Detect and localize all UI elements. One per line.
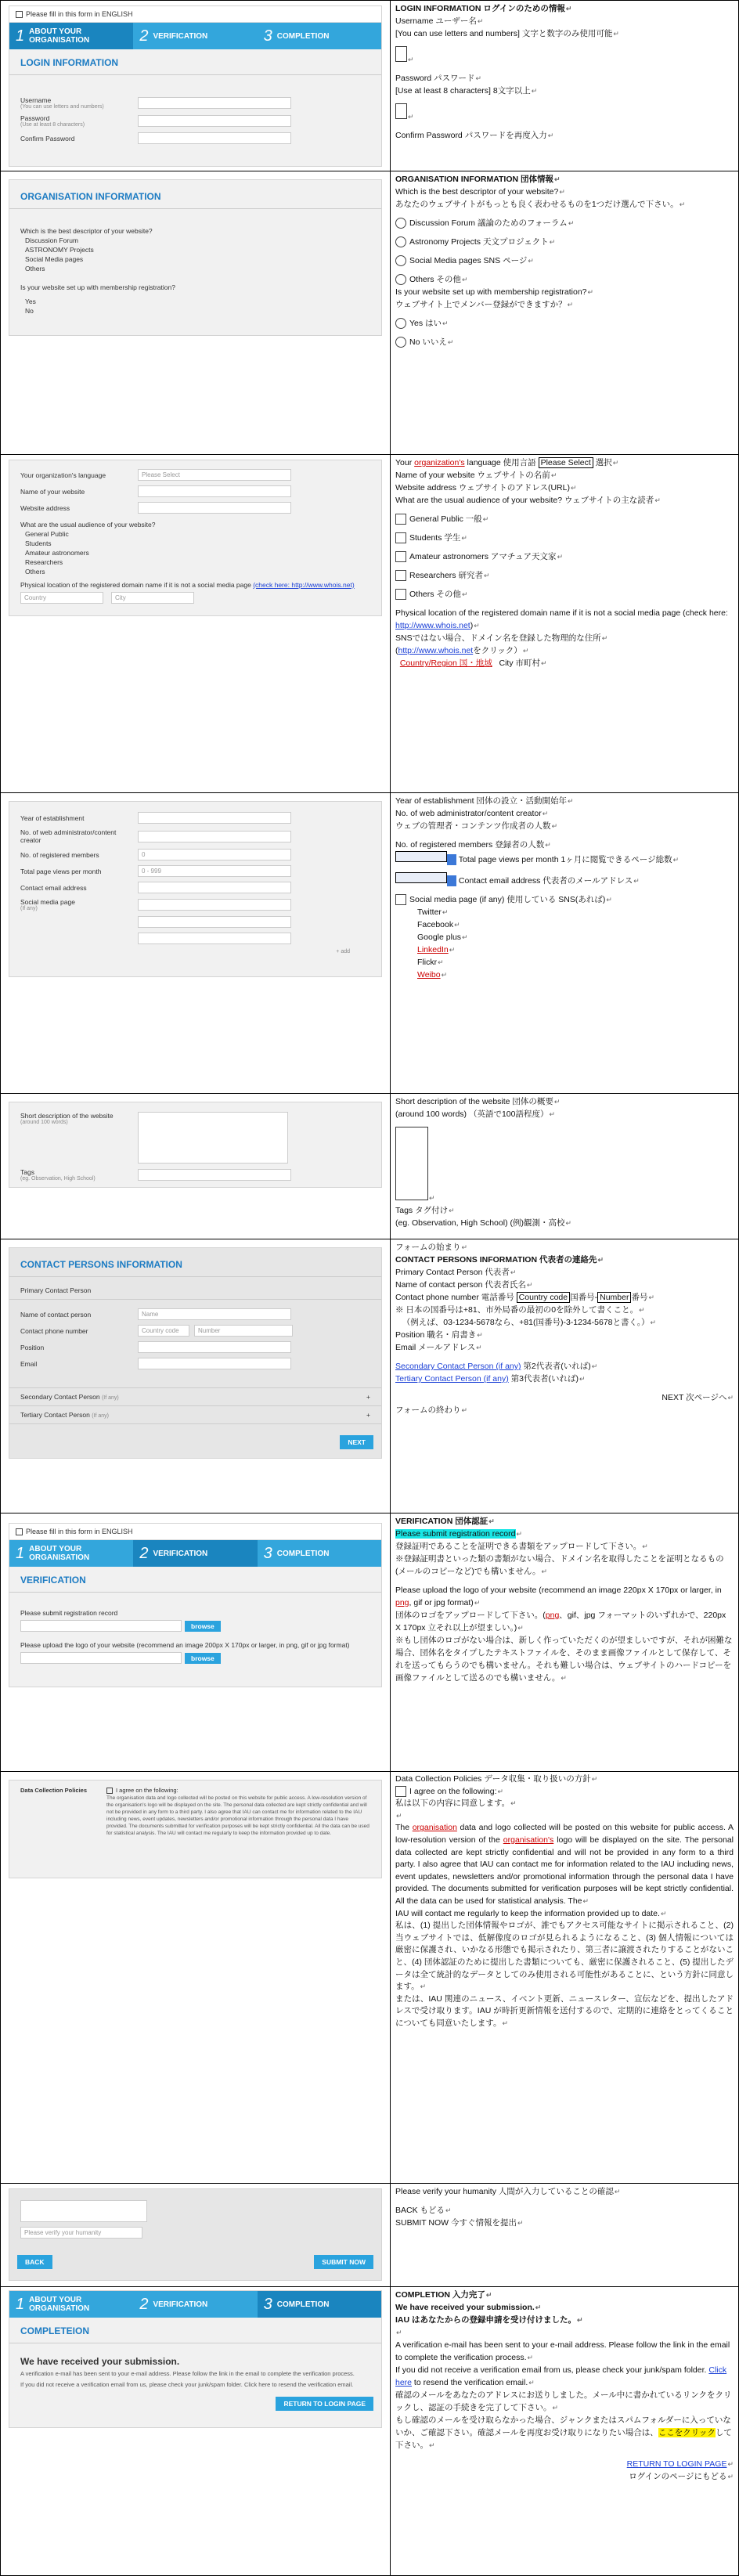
membership-question: Is your website set up with membership registration? — [20, 283, 175, 291]
social-input[interactable] — [138, 916, 291, 928]
org-title: ORGANISATION INFORMATION — [9, 180, 381, 209]
step-1 — [9, 23, 133, 49]
aud-others: Others その他↵ — [395, 588, 734, 601]
position-input[interactable] — [138, 1341, 291, 1353]
email-text: Contact email address 代表者のメールアドレス↵ — [395, 872, 734, 887]
phone-text: Contact phone number 電話番号 Country code 国番号- Number 番号↵ — [395, 1293, 655, 1302]
translation-human: Please verify your humanity 人間が入力していることの確認↵ BACK もどる↵ SUBMIT NOW 今すぐ情報を提出↵ — [395, 2187, 621, 2228]
dropdown-icon — [447, 875, 456, 886]
tags-label: Tags — [20, 1168, 34, 1176]
screenshot-website-cell — [1, 455, 391, 792]
social-text: Social media page (if any) 使用している SNS(あれば)↵ — [395, 893, 734, 906]
contact-name-input[interactable]: Name — [138, 1308, 291, 1320]
contact-email-label: Email — [20, 1359, 38, 1368]
step-2: 2 VERIFICATION — [139, 2295, 208, 2313]
city-text: City 市町村 — [499, 658, 540, 668]
agree-text: I agree on the following:↵ — [395, 1786, 734, 1799]
password-label: Password — [20, 114, 50, 122]
step-label: COMPLETION — [276, 31, 330, 41]
login-title: LOGIN INFORMATION — [9, 49, 381, 75]
received-p2: If you did not receive a verification email from us, please check your junk/spam folder. Click here to resend the verification email. — [20, 2381, 354, 2388]
checkbox-icon — [16, 1528, 23, 1535]
phone-number-input[interactable]: Number — [194, 1325, 293, 1337]
browse-button[interactable]: browse — [185, 1621, 221, 1632]
verif-logo-label: Please upload the logo of your website (recommend an image 200px X 170px or larger, in png, gif or jpg format) — [20, 1641, 350, 1649]
country-text: Country/Region 国・地域 — [399, 658, 492, 668]
members-select[interactable]: 0 — [138, 849, 291, 860]
highlighted-click-here[interactable]: ここをクリック — [658, 2428, 716, 2437]
steps-bar — [9, 2291, 381, 2318]
row-humanity — [1, 2184, 738, 2287]
tags-row — [9, 1164, 381, 1184]
desc-textarea[interactable] — [138, 1112, 288, 1164]
step-2: 2 VERIFICATION — [133, 1540, 257, 1567]
login-heading: LOGIN INFORMATION ログインのための情報↵ — [395, 4, 572, 13]
translation-complete: COMPLETION 入力完了↵ We have received your submission.↵ IAU はあなたからの登録申請を受け付けました。↵ ↵ A verification e-mail has been sent to your e-mail address. Please follow the link in the email to complete the verification process.↵ If you did not receive a verification email from us, please check your junk/spam folder. Click here to resend the verification email.↵ 確認のメールをあなたのアドレスにお送りしました。メール中に書かれているリンクをクリックし、認証の手続きを完了して下さい。↵ もし確認のメールを受け取らなかった場合、ジャンクまたはスパムフォルダーに入っていないか、ご確認下さい。確認メールを再度お受け取りになりたい場合は、ここをクリックして下さい。↵ RETURN TO LOGIN PAGE↵ ログインのページにもどる↵ — [395, 2290, 734, 2481]
site-addr-label: Website address — [20, 503, 70, 512]
screenshot-complete — [9, 2290, 382, 2428]
row-verification — [1, 1513, 738, 1772]
sns-facebook: Facebook↵ — [417, 920, 460, 929]
screenshot-stats — [9, 801, 382, 977]
social-input[interactable] — [138, 933, 291, 944]
captcha-box[interactable] — [20, 2200, 147, 2222]
membership-no-text: No いいえ↵ — [395, 336, 734, 348]
physical-text: Physical location of the registered domain name if it is not a social media page (check here: http://www.whois.net)↵ — [395, 608, 728, 630]
checkbox-icon — [395, 894, 406, 905]
username-input[interactable] — [138, 97, 291, 109]
email-label: Contact email address — [20, 883, 87, 892]
views-select[interactable]: 0 - 999 — [138, 865, 291, 877]
add-social-button[interactable]: + add — [336, 949, 350, 954]
humanity-input[interactable]: Please verify your humanity — [20, 2227, 142, 2239]
contact-phone-label: Contact phone number — [20, 1326, 88, 1335]
policy-agree[interactable]: I agree on the following: — [106, 1787, 370, 1795]
radio-icon — [395, 274, 406, 285]
username-text: Username ユーザー名↵ — [395, 16, 484, 26]
membership-no[interactable]: No — [25, 307, 34, 315]
checkbox-icon — [395, 532, 406, 543]
views-text: Total page views per month 1ヶ月に閲覧できるページ総数↵ — [395, 851, 734, 866]
screenshot-contact-cell — [1, 1239, 391, 1513]
aud-researchers: Researchers 研究者↵ — [395, 569, 734, 582]
password-box — [395, 103, 407, 119]
step-3 — [258, 23, 381, 49]
screenshot-login — [9, 5, 382, 167]
step-number: 2 — [139, 27, 149, 45]
language-bar: Please fill in this form in ENGLISH — [9, 1524, 381, 1540]
aud-general: General Public 一般↵ — [395, 513, 734, 525]
social-row — [9, 896, 381, 914]
org-option[interactable]: Others — [25, 265, 45, 272]
email-select-box — [395, 872, 447, 883]
translation-verif: VERIFICATION 団体認証↵ Please submit registration record↵ 登録証明であることを証明できる書類をアップロードして下さい。↵ ※登録証明書といった類の書類がない場合、ドメイン名を取得したことを証明となるもの(メールのコピーなど)でも構いません。↵ Please upload the logo of your website (recommend an image 220px X 170px or larger, in png, gif or jpg format)↵ 団体のロゴをアップロードして下さい。(png、gif、jpg フォーマットのいずれかで、220px X 170px 立それ以上が望ましい。)↵ ※もし団体のロゴがない場合は、新しく作っていただくのが望ましいですが、それが困難な場合、団体名をタイプしたテキストファイルを、そのまま画像ファイルとして保存して、それを送ってもらうのでも構いません。それも難しい場合は、ウェブサイトのハードコピーを画像ファイルとして送るのでも構いません。↵ — [395, 1517, 733, 1683]
site-name-row — [9, 483, 381, 500]
screenshot-policy — [9, 1780, 382, 1878]
return-login-link[interactable]: RETURN TO LOGIN PAGE — [626, 2459, 727, 2469]
highlighted-submit: Please submit registration record — [395, 1529, 516, 1539]
tags-input[interactable] — [138, 1169, 291, 1181]
password-row — [9, 112, 381, 130]
screenshot-website — [9, 460, 382, 616]
checkbox-icon — [395, 1786, 406, 1797]
screenshot-human — [9, 2188, 382, 2281]
row-contact — [1, 1239, 738, 1513]
lang-row — [9, 467, 381, 483]
language-bar — [9, 6, 381, 23]
audience-option[interactable]: Researchers — [25, 558, 63, 566]
checkbox-icon — [395, 570, 406, 581]
step-1: 1 ABOUT YOUR ORGANISATION — [16, 1544, 90, 1562]
policy-text: The organisation data and logo collected will be posted on this website for public access. A low-resolution version of the organisation's logo will be displayed on the site. The personal data collected are kept strictly confidential and will not be provided in any form to a third party. I also agree that IAU can contact me for information related to the IAU including news, event updates, newsletters and/or promotional information through the personal data I have provided. The documents submitted for verification purposes will be kept strictly confidential. All the data can be used for statistical analysis. The IAU will contact me regularly to keep the information provided up to date. — [106, 1795, 370, 1836]
submit-now-button[interactable]: SUBMIT NOW — [314, 2255, 373, 2269]
year-row — [9, 810, 381, 826]
org-heading: ORGANISATION INFORMATION 団体情報↵ — [395, 175, 561, 184]
row-description — [1, 1094, 738, 1239]
translation-contact: フォームの始まり↵ CONTACT PERSONS INFORMATION 代表者の連絡先↵ Primary Contact Person 代表者↵ Name of contact person 代表者氏名↵ Contact phone number 電話番号 Country code 国番号- Number 番号↵ ※ 日本の国番号は+81、市外局番の最初の0を除外して書くこと。↵ （例えば、03-1234-5678なら、+81(国番号)-3-1234-5678と書く。）↵ Position 職名・肩書き↵ Email メールアドレス↵ Secondary Contact Person (if any) 第2代表者(いれば)↵ Tertiary Contact Person (if any) 第3代表者(いれば)↵ NEXT 次ページへ↵ フォームの終わり↵ — [395, 1243, 734, 1415]
step-1: 1 ABOUT YOUR ORGANISATION — [16, 2295, 90, 2313]
logo-file-input[interactable] — [20, 1652, 182, 1664]
resend-link[interactable]: Click here — [395, 2365, 727, 2387]
country-select[interactable]: Country — [20, 592, 103, 604]
steps-bar — [9, 23, 381, 49]
org-opt-forum: Discussion Forum 議論のためのフォーラム↵ — [395, 217, 734, 229]
screenshot-desc — [9, 1102, 382, 1188]
checkbox-icon — [106, 1788, 113, 1794]
screenshot-policy-cell — [1, 1772, 391, 2183]
social-input[interactable] — [138, 899, 291, 911]
social-hint: (If any) — [20, 906, 38, 911]
org-option[interactable]: Social Media pages — [25, 255, 84, 263]
verif-submit-label: Please submit registration record — [20, 1609, 118, 1617]
checkbox-icon — [395, 589, 406, 600]
year-input[interactable] — [138, 812, 291, 824]
screenshot-login-cell — [1, 1, 391, 171]
site-addr-row — [9, 500, 381, 516]
username-row — [9, 94, 381, 112]
username-hint: (You can use letters and numbers) — [20, 104, 104, 110]
translation-org: ORGANISATION INFORMATION 団体情報↵ Which is the best descriptor of your website?↵ あなたのウェブサイトがもっとも良く表わせるものを1つだけ選んで下さい。↵ Discussion Forum 議論のためのフォーラム↵ Astronomy Projects 天文プロジェクト↵ Social Media pages SNS ページ↵ Others その他↵ Is your website set up with membership registration?↵ ウェブサイト上でメンバー登録ができますか？↵ Yes はい↵ No いいえ↵ — [391, 171, 738, 454]
desc-label: Short description of the website — [20, 1112, 114, 1120]
city-input[interactable]: City — [111, 592, 194, 604]
site-addr-input[interactable] — [138, 502, 291, 514]
back-button[interactable]: BACK — [17, 2255, 52, 2269]
translation-desc: Short description of the website 団体の概要↵ (around 100 words) （英語で100語程度）↵ ↵ Tags タグ付け↵ (eg. Observation, High School) (例)観測・高校↵ — [395, 1097, 572, 1228]
screenshot-desc-cell — [1, 1094, 391, 1239]
screenshot-complete-cell — [1, 2287, 391, 2575]
radio-icon — [395, 318, 406, 329]
country-code-input[interactable]: Country code — [138, 1325, 189, 1337]
checkbox-icon — [16, 11, 23, 18]
audience-option[interactable]: Amateur astronomers — [25, 549, 89, 557]
audience-option[interactable]: Others — [25, 568, 45, 575]
year-label: Year of establishment — [20, 814, 85, 822]
next-button[interactable]: NEXT — [340, 1435, 373, 1449]
translation-login: LOGIN INFORMATION ログインのための情報↵ Username ユーザー名↵ [You can use letters and numbers] 文字と数字のみ使用可能↵ ↵ Password パスワード↵ [Use at least 8 characters] 8文字以上↵ ↵ Confirm Password パスワードを再度入力↵ — [391, 1, 738, 171]
step-3: 3 COMPLETION — [258, 2291, 381, 2318]
password-hint: (Use at least 8 characters) — [20, 122, 85, 128]
username-box — [395, 46, 407, 62]
language-bar-text: Please fill in this form in ENGLISH — [26, 10, 133, 18]
sns-flickr: Flickr↵ — [417, 958, 444, 967]
screenshot-verif — [9, 1523, 382, 1687]
contact-position-row — [9, 1339, 381, 1355]
social-label: Social media page — [20, 898, 75, 906]
lang-label: Your organization's language — [20, 471, 106, 479]
tags-hint: (eg. Observation, High School) — [20, 1176, 96, 1182]
members-row — [9, 846, 381, 863]
tertiary-contact-link[interactable]: Tertiary Contact Person (if any) — [395, 1374, 509, 1384]
position-label: Position — [20, 1343, 45, 1351]
admin-label: No. of web administrator/content creator — [20, 828, 117, 844]
received-heading: We have received your submission. — [20, 2356, 180, 2367]
verif-title: VERIFICATION — [9, 1567, 381, 1593]
desc-hint: (around 100 words) — [20, 1120, 68, 1125]
org-opt-social: Social Media pages SNS ページ↵ — [395, 254, 734, 267]
row-data-policy — [1, 1772, 738, 2184]
lang-select[interactable]: Please Select — [138, 469, 291, 481]
org-option[interactable]: ASTRONOMY Projects — [25, 246, 94, 254]
row-website — [1, 455, 738, 793]
next-text: NEXT 次ページへ↵ — [661, 1393, 734, 1402]
whois-link[interactable]: (check here: http://www.whois.net) — [253, 581, 355, 589]
tertiary-contact-toggle[interactable]: Tertiary Contact Person (If any) + — [9, 1405, 381, 1424]
secondary-contact-link[interactable]: Secondary Contact Person (if any) — [395, 1362, 521, 1371]
password-text: Password パスワード↵ — [395, 74, 482, 83]
lang-text: Your organization's language 使用言語 Please Select 選択↵ — [395, 458, 619, 467]
password-hint-text: [Use at least 8 characters] 8文字以上↵ — [395, 86, 538, 96]
step-2 — [133, 23, 257, 49]
aud-amateur: Amateur astronomers アマチュア天文家↵ — [395, 550, 734, 563]
site-name-label: Name of your website — [20, 487, 85, 496]
audience-option[interactable]: Students — [25, 539, 52, 547]
confirm-row — [9, 130, 381, 146]
checkbox-icon — [395, 551, 406, 562]
contact-name-label: Name of contact person — [20, 1310, 92, 1319]
steps-bar — [9, 1540, 381, 1567]
audience-question: What are the usual audience of your website? — [20, 521, 156, 529]
confirm-text: Confirm Password パスワードを再度入力↵ — [395, 131, 554, 140]
lang-select-box: Please Select — [539, 457, 593, 468]
row-login — [1, 1, 738, 171]
screenshot-contact — [9, 1247, 382, 1459]
number-box: Number — [597, 1292, 631, 1303]
org-option[interactable]: Discussion Forum — [25, 236, 79, 244]
contact-title: CONTACT PERSONS INFORMATION — [9, 1248, 381, 1277]
radio-icon — [395, 236, 406, 247]
org-opt-others: Others その他↵ — [395, 273, 734, 286]
radio-icon — [395, 218, 406, 229]
contact-name-row — [9, 1306, 381, 1322]
step-number: 3 — [263, 27, 272, 45]
members-label: No. of registered members — [20, 850, 99, 859]
confirm-input[interactable] — [138, 132, 291, 144]
email-row — [9, 879, 381, 896]
contact-email-row — [9, 1355, 381, 1372]
return-login-button[interactable]: RETURN TO LOGIN PAGE — [276, 2397, 373, 2411]
whois-link-jp[interactable]: http://www.whois.net — [398, 646, 474, 655]
views-select-box — [395, 851, 447, 862]
country-code-box: Country code — [517, 1292, 570, 1303]
org-question: Which is the best descriptor of your website? — [20, 227, 153, 235]
org-opt-astro: Astronomy Projects 天文プロジェクト↵ — [395, 236, 734, 248]
sns-linkedin: LinkedIn↵ — [417, 945, 456, 954]
secondary-contact-toggle[interactable]: Secondary Contact Person (If any) + — [9, 1387, 381, 1405]
views-label: Total page views per month — [20, 867, 102, 875]
contact-email-input[interactable] — [138, 1358, 291, 1369]
row-organisation — [1, 171, 738, 455]
step-number: 1 — [16, 27, 25, 45]
step-label: ABOUT YOUR ORGANISATION — [29, 27, 90, 45]
views-row — [9, 863, 381, 879]
email-input[interactable] — [138, 882, 291, 893]
physical-loc: Physical location of the registered domain name if it is not a social media page (check here: http://www.whois.net) — [20, 581, 355, 589]
whois-link[interactable]: http://www.whois.net — [395, 621, 470, 630]
translation-stats: Year of establishment 団体の設立・活動開始年↵ No. of web administrator/content creator↵ ウェブの管理者・コンテンツ作成者の人数↵ No. of registered members 登録者の人数↵ Total page views per month 1ヶ月に閲覧できるページ総数↵ Contact email address 代表者のメールアドレス↵ Social media page (if any) 使用している SNS(あれば)↵ Twitter↵ Facebook↵ Google plus↵ LinkedIn↵ Flickr↵ Weibo↵ — [391, 793, 738, 1093]
username-label: Username — [20, 96, 52, 104]
screenshot-org — [9, 179, 382, 336]
admin-row — [9, 826, 381, 846]
username-hint-text: [You can use letters and numbers] 文字と数字のみ使用可能↵ — [395, 29, 619, 38]
radio-icon — [395, 255, 406, 266]
screenshot-org-cell — [1, 171, 391, 454]
confirm-label: Confirm Password — [20, 134, 75, 143]
audience-option[interactable]: General Public — [25, 530, 69, 538]
admin-input[interactable] — [138, 831, 291, 842]
membership-yes[interactable]: Yes — [25, 298, 36, 305]
sns-weibo: Weibo↵ — [417, 970, 448, 980]
screenshot-stats-cell — [1, 793, 391, 1093]
dropdown-icon — [447, 854, 456, 865]
step-label: VERIFICATION — [153, 31, 208, 41]
row-stats — [1, 793, 738, 1094]
step-3: 3 COMPLETION — [263, 1544, 330, 1562]
received-p1: A verification e-mail has been sent to your e-mail address. Please follow the link in the email to complete the verification process. — [20, 2370, 355, 2377]
screenshot-human-cell — [1, 2184, 391, 2286]
checkbox-icon — [395, 514, 406, 525]
sns-google: Google plus↵ — [417, 933, 468, 942]
membership-yes-text: Yes はい↵ — [395, 317, 734, 330]
radio-icon — [395, 337, 406, 348]
screenshot-verif-cell — [1, 1513, 391, 1771]
translation-policy: Data Collection Policies データ収集・取り扱いの方針↵ I agree on the following:↵ 私は以下の内容に同意します。↵ ↵ The organisation data and logo collected will be posted on this website for public access. A low-resolution version of the organisation's logo will be displayed on the site. The personal data collected are kept strictly confidential and will not be provided in any form to a third party. I also agree that IAU can contact me for information related to the IAU including news, event updates, newsletters and/or promotional information through the personal data I have provided. The documents submitted for verification purposes will be kept strictly confidential. All the data can be used for statistical analysis. The↵ IAU will contact me regularly to keep the information provided up to date.↵ 私は、(1) 提出した団体情報やロゴが、誰でもアクセス可能なサイトに掲示されること、(2) 当ウェブサイトでは、低解像度のロゴが見られるようになること、(3) 個人情報については厳密に保護され、いかなる形態でも掲示されたり、第三者に譲渡されたりすることがないこと、(4) 団体認証のために提出した書類についても、厳密に保護されること、(5) 提出したデータは全て統計的なデータとしてのみ使用される可能性があることに、という方針に同意します。↵ または、IAU 関連のニュース、イベント更新、ニュースレター、宣伝などを、提出したアドレスで受け取ります。IAU が時折更新情報を送付するので、定期的に連絡をとってくることについても同意いたします。↵ — [395, 1774, 734, 2028]
browse-button[interactable]: browse — [185, 1653, 221, 1664]
translation-website: Your organization's language 使用言語 Please Select 選択↵ Name of your website ウェブサイトの名前↵ Website address ウェブサイトのアドレス(URL)↵ What are the usual audience of your website? ウェブサイトの主な読者↵ General Public 一般↵ Students 学生↵ Amateur astronomers アマチュア天文家↵ Researchers 研究者↵ Others その他↵ Physical location of the registered domain name if it is not a social media page (check here: http://www.whois.net)↵ SNSではない場合、ドメイン名を登録した物理的な住所↵ (http://www.whois.netをクリック）↵ Country/Region 国・地域 City 市町村↵ — [391, 455, 738, 792]
primary-contact-label: Primary Contact Person — [9, 1282, 381, 1300]
desc-box — [395, 1127, 428, 1200]
contact-phone-row — [9, 1322, 381, 1339]
aud-students: Students 学生↵ — [395, 532, 734, 544]
policy-title: Data Collection Policies — [20, 1787, 88, 1794]
registration-file-input[interactable] — [20, 1620, 182, 1632]
sns-twitter: Twitter↵ — [417, 907, 449, 917]
plus-icon: + — [366, 1411, 370, 1419]
country-city-row — [9, 590, 381, 606]
password-input[interactable] — [138, 115, 291, 127]
site-name-input[interactable] — [138, 485, 291, 497]
plus-icon: + — [366, 1393, 370, 1401]
completion-title: COMPLETEION — [9, 2318, 381, 2343]
row-completion — [1, 2287, 738, 2575]
